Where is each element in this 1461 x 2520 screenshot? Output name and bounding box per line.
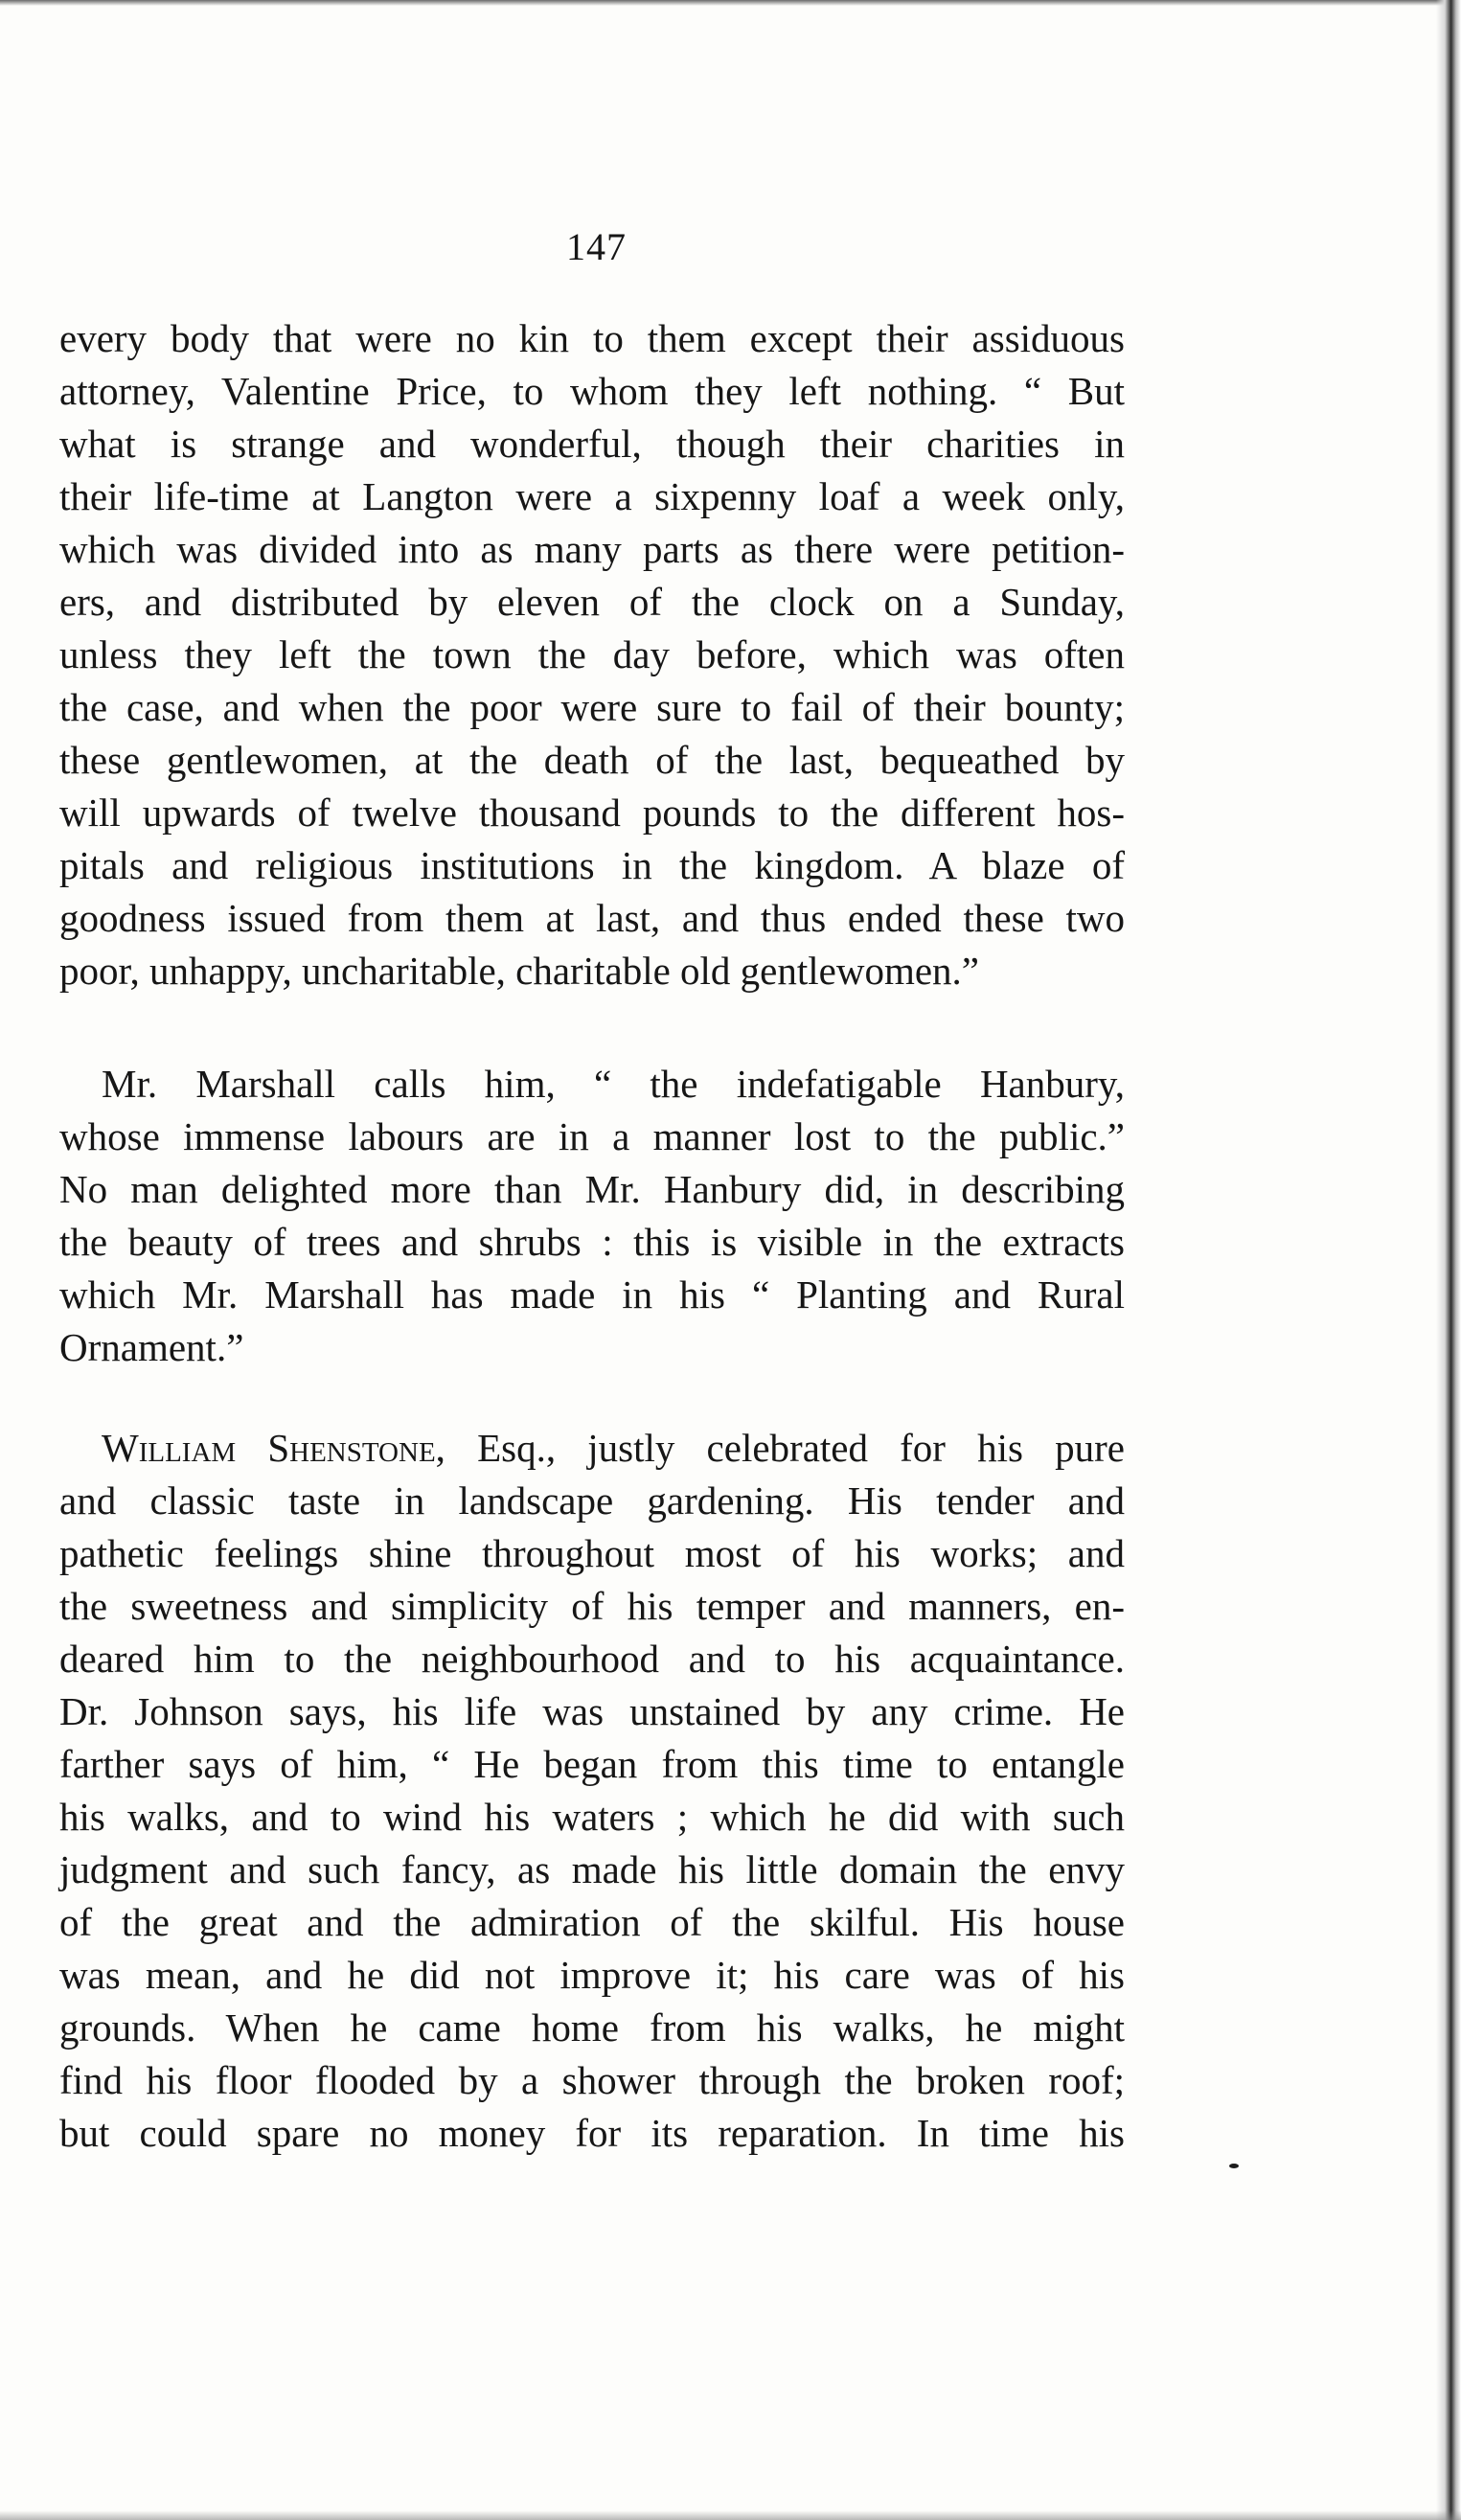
text-line: farther says of him, “ He began from this time to entangle <box>59 1742 1125 1786</box>
subject-name: William Shenstone, <box>102 1426 445 1470</box>
paragraph-1 <box>59 312 1125 997</box>
text-line: judgment and such fancy, as made his little domain the envy <box>59 1847 1125 1891</box>
text-line: deared him to the neighbourhood and to his acquaintance. <box>59 1637 1125 1681</box>
text-line: grounds. When he came home from his walks, he might <box>59 2005 1125 2050</box>
text-line: but could spare no money for its reparation. In time his <box>59 2111 1125 2155</box>
text-line: every body that were no kin to them except their assiduous <box>59 316 1125 360</box>
page-binding-edge <box>1436 0 1461 2520</box>
page-bottom-edge <box>0 2510 1461 2520</box>
text-line: the beauty of trees and shrubs : this is visible in the extracts <box>59 1220 1125 1264</box>
paragraph-2 <box>59 1058 1125 1374</box>
text-line: find his floor flooded by a shower through the broken roof; <box>59 2058 1125 2102</box>
text-run: Esq., justly celebrated for his pure <box>445 1426 1125 1470</box>
text-line: what is strange and wonderful, though their charities in <box>59 422 1125 466</box>
text-line: Dr. Johnson says, his life was unstained by any crime. He <box>59 1689 1125 1733</box>
text-line: pathetic feelings shine throughout most of his works; and <box>59 1531 1125 1575</box>
text-line: unless they left the town the day before, which was often <box>59 632 1125 676</box>
text-line: whose immense labours are in a manner lost to the public.” <box>59 1114 1125 1158</box>
text-line: the sweetness and simplicity of his temper and manners, en- <box>59 1584 1125 1628</box>
text-line: the case, and when the poor were sure to fail of their bounty; <box>59 685 1125 729</box>
text-line: poor, unhappy, uncharitable, charitable old gentlewomen.” <box>59 949 979 993</box>
page-top-edge <box>0 0 1461 6</box>
text-line: will upwards of twelve thousand pounds to the different hos- <box>59 790 1125 835</box>
ink-speck <box>1229 2164 1239 2168</box>
paragraph-3 <box>59 1422 1125 2160</box>
text-line: of the great and the admiration of the skilful. His house <box>59 1900 1125 1944</box>
text-line: which was divided into as many parts as there were petition- <box>59 527 1125 571</box>
text-line: which Mr. Marshall has made in his “ Planting and Rural <box>59 1272 1125 1317</box>
text-line: No man delighted more than Mr. Hanbury did, in describing <box>59 1167 1125 1211</box>
text-line: his walks, and to wind his waters ; which he did with such <box>59 1795 1125 1839</box>
text-line: these gentlewomen, at the death of the last, bequeathed by <box>59 738 1125 782</box>
text-line: their life-time at Langton were a sixpenny loaf a week only, <box>59 474 1125 518</box>
page-number: 147 <box>566 225 627 268</box>
text-line: goodness issued from them at last, and thus ended these two <box>59 896 1125 940</box>
text-line: ers, and distributed by eleven of the clock on a Sunday, <box>59 580 1125 624</box>
text-line: pitals and religious institutions in the kingdom. A blaze of <box>59 843 1125 887</box>
text-line: Ornament.” <box>59 1325 244 1369</box>
text-line: Mr. Marshall calls him, “ the indefatigable Hanbury, <box>102 1062 1125 1106</box>
text-line: and classic taste in landscape gardening. His tender and <box>59 1478 1125 1523</box>
text-line: was mean, and he did not improve it; his care was of his <box>59 1953 1125 1997</box>
text-line: attorney, Valentine Price, to whom they left nothing. “ But <box>59 369 1125 413</box>
text-line <box>59 1422 1125 1475</box>
